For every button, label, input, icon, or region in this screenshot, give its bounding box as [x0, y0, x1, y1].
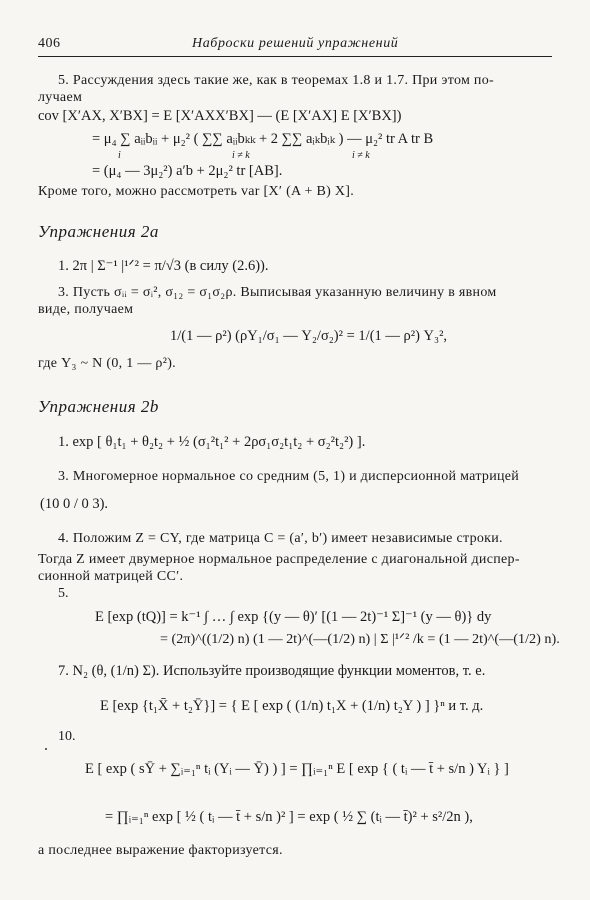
- formula-mgf-result: = (2π)^((1/2) n) (1 — 2t)^(—(1/2) n) | Σ |¹ᐟ² /k = (1 — 2t)^(—(1/2) n).: [160, 631, 560, 647]
- exercise-number: 10.: [58, 729, 76, 744]
- paragraph-line: Кроме того, можно рассмотреть var [X′ (A + B) X].: [38, 184, 355, 199]
- paragraph-line: лучаем: [38, 90, 83, 105]
- summation-index: i ≠ k: [352, 150, 370, 161]
- section-heading: Упражнения 2а: [38, 222, 159, 241]
- formula-cov: cov [X′AX, X′BX] = E [X′AXX′BX] — (E [X′AX] E [X′BX]): [38, 108, 402, 124]
- section-heading: Упражнения 2b: [38, 397, 159, 416]
- formula-centered: 1/(1 — ρ²) (ρY₁/σ₁ — Y₂/σ₂)² = 1/(1 — ρ²) Y₃²,: [170, 328, 448, 344]
- formula-product-result: = ∏ᵢ₌₁ⁿ exp [ ½ ( tᵢ — t̄ + s/n )² ] = exp ( ½ ∑ (tᵢ — t̄)² + s²/2n ),: [105, 809, 473, 825]
- paragraph-line: виде, получаем: [38, 302, 134, 317]
- summation-index: i ≠ k: [232, 150, 250, 161]
- summation-index: i: [118, 150, 121, 161]
- formula-product: E [ exp ( sȲ + ∑ᵢ₌₁ⁿ tᵢ (Yᵢ — Ȳ) ) ] = ∏ᵢ₌₁ⁿ E [ exp { ( tᵢ — t̄ + s/n ) Yᵢ } ]: [85, 761, 509, 777]
- formula-moment-gen: E [exp {t₁X̄ + t₂Ȳ}] = { E [ exp ( (1/n) t₁X + (1/n) t₂Y ) ] }ⁿ и т. д.: [100, 698, 484, 714]
- paragraph-line: сионной матрицей CC′.: [38, 569, 184, 584]
- exercise-item: 1. 2π | Σ⁻¹ |¹ᐟ² = π/√3 (в силу (2.6)).: [58, 258, 269, 274]
- paragraph-line: Тогда Z имеет двумерное нормальное распределение с диагональной диспер-: [38, 552, 520, 567]
- print-speck: [45, 748, 47, 750]
- paragraph-line: 4. Положим Z = CY, где матрица C = (a′, b′) имеет независимые строки.: [58, 531, 503, 546]
- paragraph-line: 5. Рассуждения здесь такие же, как в теоремах 1.8 и 1.7. При этом по-: [58, 73, 494, 88]
- paragraph-line: а последнее выражение факторизуется.: [38, 843, 283, 858]
- exercise-number: 5.: [58, 586, 69, 601]
- formula-cov-expansion: = μ₄ ∑ aᵢᵢbᵢᵢ + μ₂² ( ∑∑ aᵢᵢbₖₖ + 2 ∑∑ aᵢₖbᵢₖ ) — μ₂² tr A tr B: [92, 131, 434, 147]
- header-rule: [38, 56, 552, 57]
- paragraph-line: где Y₃ ~ N (0, 1 — ρ²).: [38, 356, 176, 371]
- page-number: 406: [38, 36, 61, 51]
- paragraph-line: 3. Многомерное нормальное со средним (5, 1) и дисперсионной матрицей: [58, 469, 520, 484]
- matrix: (10 0 / 0 3).: [40, 496, 109, 512]
- running-title: Наброски решений упражнений: [192, 36, 399, 51]
- formula-mgf: E [exp (tQ)] = k⁻¹ ∫ … ∫ exp {(y — θ)′ [(1 — 2t)⁻¹ Σ]⁻¹ (y — θ)} dy: [95, 609, 492, 625]
- exercise-item: 1. exp [ θ₁t₁ + θ₂t₂ + ½ (σ₁²t₁² + 2ρσ₁σ₂t₁t₂ + σ₂²t₂²) ].: [58, 434, 366, 450]
- formula-cov-result: = (μ₄ — 3μ₂²) a′b + 2μ₂² tr [AB].: [92, 163, 283, 179]
- paragraph-line: 3. Пусть σᵢᵢ = σᵢ², σ₁₂ = σ₁σ₂ρ. Выписывая указанную величину в явном: [58, 285, 497, 300]
- exercise-item: 7. N₂ (θ, (1/n) Σ). Используйте производящие функции моментов, т. е.: [58, 663, 486, 679]
